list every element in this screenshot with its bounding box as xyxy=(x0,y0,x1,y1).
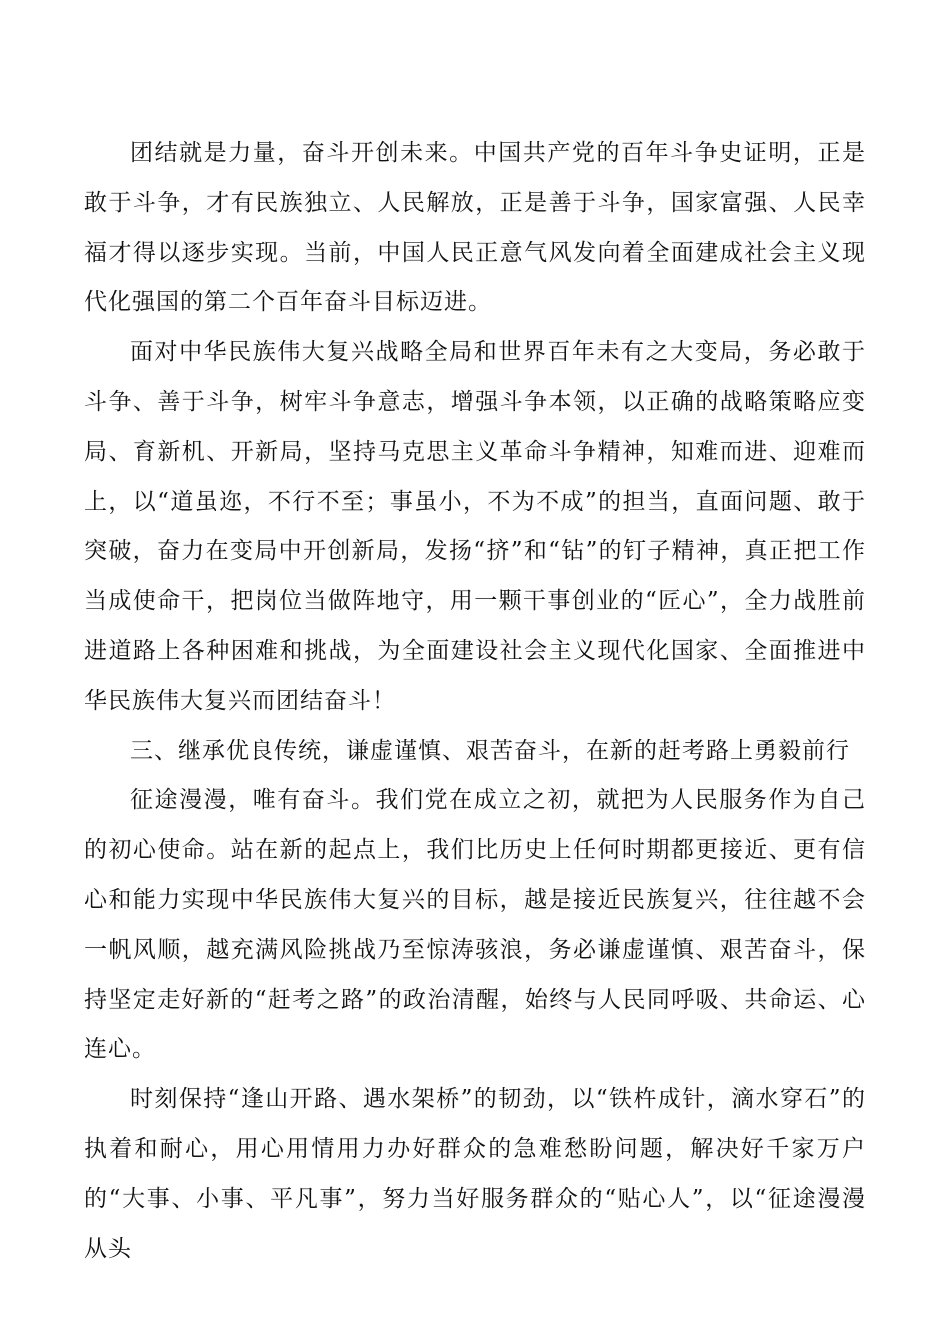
section-heading-three: 三、继承优良传统，谦虚谨慎、艰苦奋斗，在新的赶考路上勇毅前行 xyxy=(130,737,850,764)
paragraph-perseverance: 时刻保持“逢山开路、遇水架桥”的韧劲，以“铁杵成针，滴水穿石”的执着和耐心，用心用情用力办好群众的急难愁盼问题，解决好千家万户的“大事、小事、平凡事”，努力当好服务群众的“贴心人”，以“征途漫漫从头 xyxy=(84,1086,866,1262)
paragraph-long-journey: 征途漫漫，唯有奋斗。我们党在成立之初，就把为人民服务作为自己的初心使命。站在新的起点上，我们比历史上任何时期都更接近、更有信心和能力实现中华民族伟大复兴的目标，越是接近民族复兴，往往越不会一帆风顺，越充满风险挑战乃至惊涛骇浪，务必谦虚谨慎、艰苦奋斗，保持坚定走好新的“赶考之路”的政治清醒，始终与人民同呼吸、共命运、心连心。 xyxy=(84,787,866,1063)
paragraph-great-changes: 面对中华民族伟大复兴战略全局和世界百年未有之大变局，务必敢于斗争、善于斗争，树牢斗争意志，增强斗争本领，以正确的战略策略应变局、育新机、开新局，坚持马克思主义革命斗争精神，知难而进、迎难而上，以“道虽迩，不行不至；事虽小，不为不成”的担当，直面问题、敢于突破，奋力在变局中开创新局，发扬“挤”和“钻”的钉子精神，真正把工作当成使命干，把岗位当做阵地守，用一颗干事创业的“匠心”，全力战胜前进道路上各种困难和挑战，为全面建设社会主义现代化国家、全面推进中华民族伟大复兴而团结奋斗！ xyxy=(84,339,866,714)
document-body xyxy=(84,129,866,1274)
paragraph-unity-struggle: 团结就是力量，奋斗开创未来。中国共产党的百年斗争史证明，正是敢于斗争，才有民族独立、人民解放，正是善于斗争，国家富强、人民幸福才得以逐步实现。当前，中国人民正意气风发向着全面建成社会主义现代化强国的第二个百年奋斗目标迈进。 xyxy=(84,140,866,316)
